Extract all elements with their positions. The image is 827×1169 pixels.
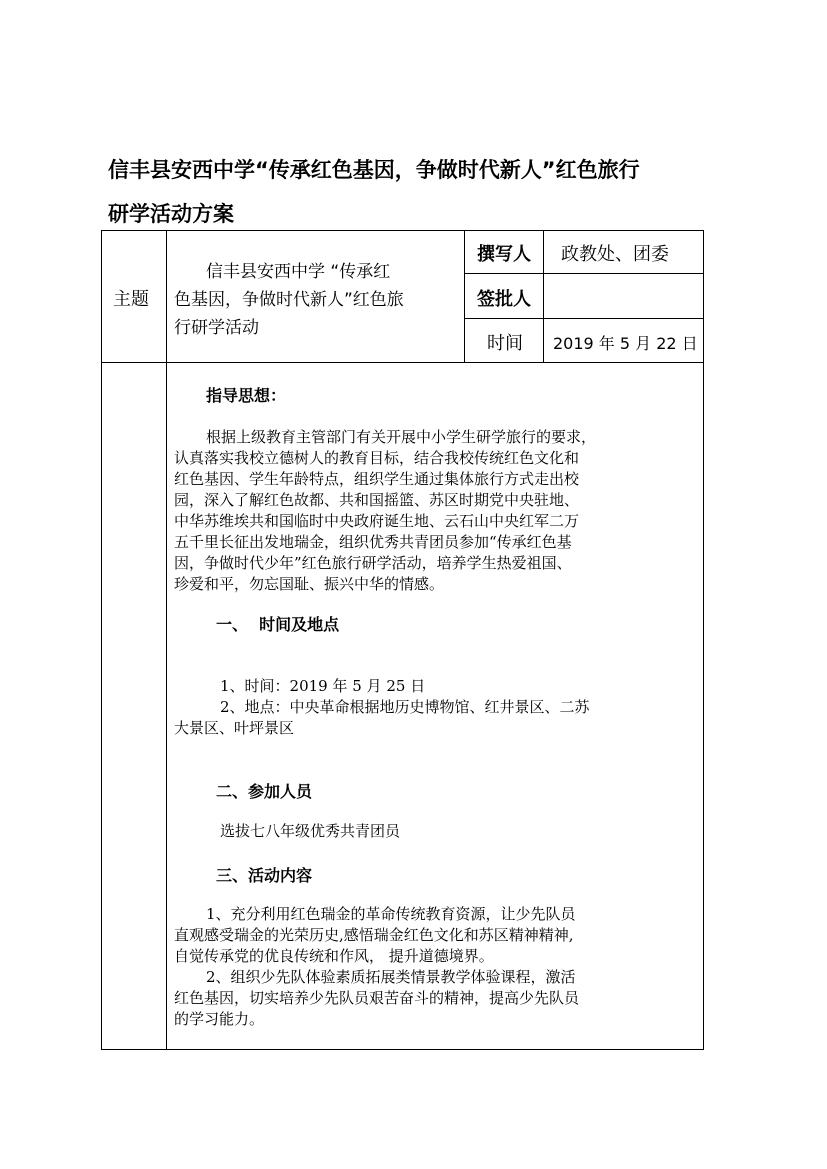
table-border-left (101, 230, 102, 1050)
header-bottom-border (101, 362, 704, 363)
header-row-divider-1 (464, 273, 704, 274)
section1-line: 大景区、叶坪景区 (174, 719, 295, 737)
header-row-divider-2 (464, 318, 704, 319)
time-value: 2019 年 5 月 22 日 (553, 334, 698, 353)
document-title-line-1: 信丰县安西中学“传承红色基因，争做时代新人”红色旅行 (108, 158, 640, 182)
section2-paragraph (174, 821, 698, 842)
section3-line: 直观感受瑞金的光荣历史,感悟瑞金红色文化和苏区精神精神, (174, 926, 574, 944)
section2-line: 选拔七八年级优秀共青团员 (220, 822, 401, 840)
label-column-divider (166, 230, 167, 1050)
guide-paragraph (174, 427, 698, 595)
section1-line: 2、地点：中央革命根据地历史博物馆、红井景区、二苏 (220, 698, 590, 716)
topic-line: 信丰县安西中学 “传承红 (206, 262, 391, 282)
section3-heading (174, 863, 698, 886)
section3-line: 1、充分利用红色瑞金的革命传统教育资源，让少先队员 (206, 905, 576, 923)
table-border-right (703, 230, 704, 1050)
topic-label: 主题 (113, 289, 149, 310)
section1-heading (174, 612, 698, 635)
guide-line: 红色基因、学生年龄特点，组织学生通过集体旅行方式走出校 (174, 470, 580, 488)
guide-line: 园，深入了解红色故都、共和国摇篮、苏区时期党中央驻地、 (174, 491, 580, 509)
guide-heading (174, 383, 698, 406)
guide-heading-text: 指导思想： (206, 386, 287, 405)
writer-label: 撰写人 (477, 244, 531, 265)
section3-line: 2、组织少先队体验素质拓展类情景教学体验课程，激活 (206, 968, 576, 986)
section1-heading-text: 一、 时间及地点 (216, 615, 340, 634)
section1-paragraph (174, 676, 698, 739)
section3-line: 红色基因，切实培养少先队员艰苦奋斗的精神，提高少先队员 (174, 989, 580, 1007)
document-title-line-2: 研学活动方案 (108, 202, 234, 226)
approver-label: 签批人 (477, 289, 531, 310)
guide-line: 因，争做时代少年”红色旅行研学活动，培养学生热爱祖国、 (174, 554, 572, 572)
section3-line: 的学习能力。 (174, 1010, 265, 1028)
table-border-top (101, 230, 704, 231)
topic-value (174, 258, 458, 342)
guide-line: 珍爱和平，勿忘国耻、振兴中华的情感。 (174, 575, 445, 593)
section1-line: 1、时间：2019 年 5 月 25 日 (220, 677, 426, 695)
topic-line: 色基因，争做时代新人”红色旅 (174, 290, 404, 310)
section2-heading-text: 二、参加人员 (216, 782, 313, 801)
guide-line: 五千里长征出发地瑞金，组织优秀共青团员参加“传承红色基 (174, 533, 572, 551)
guide-line: 认真落实我校立德树人的教育目标，结合我校传统红色文化和 (174, 449, 580, 467)
guide-line: 中华苏维埃共和国临时中央政府诞生地、云石山中央红军二万 (174, 512, 580, 530)
section2-heading (174, 779, 698, 802)
guide-line: 根据上级教育主管部门有关开展中小学生研学旅行的要求， (206, 428, 597, 446)
meta-column-divider (464, 230, 465, 363)
table-border-bottom (101, 1049, 704, 1050)
section3-paragraph (174, 904, 698, 1030)
meta-value-divider (543, 230, 544, 363)
section3-heading-text: 三、活动内容 (216, 866, 313, 885)
writer-value: 政教处、团委 (561, 244, 669, 265)
time-label: 时间 (487, 333, 523, 354)
topic-line: 行研学活动 (174, 318, 259, 338)
section3-line: 自觉传承党的优良传统和作风， 提升道德境界。 (174, 947, 494, 965)
